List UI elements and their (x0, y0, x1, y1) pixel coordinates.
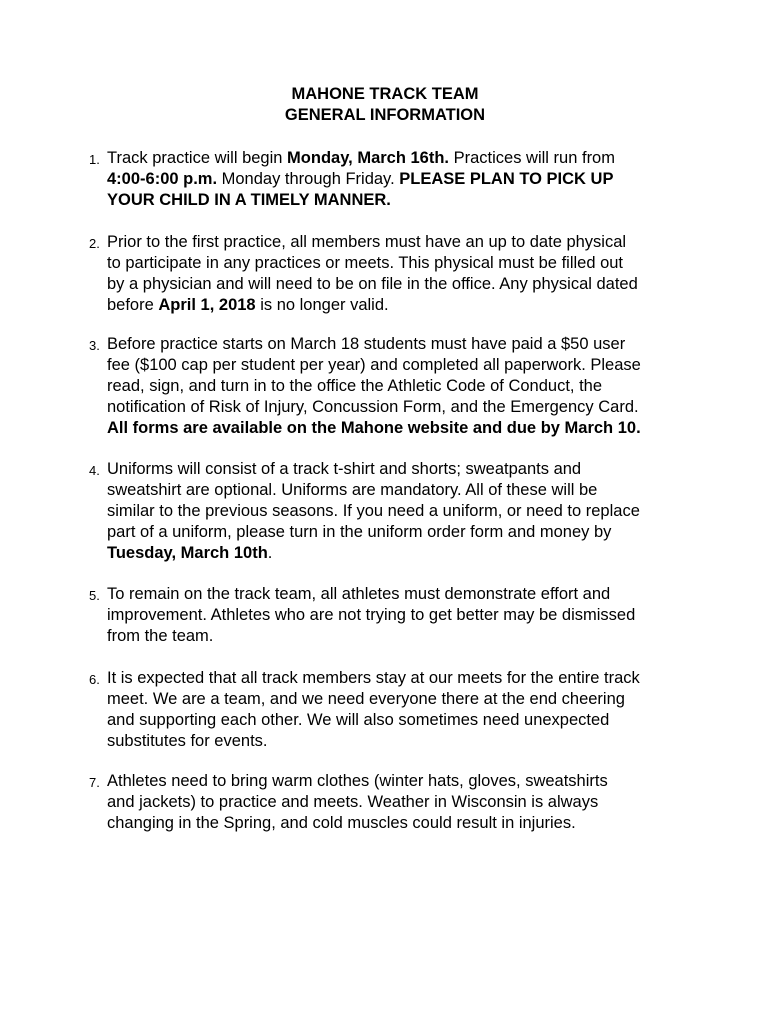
document-title: MAHONE TRACK TEAM (291, 85, 479, 103)
item-line: YOUR CHILD IN A TIMELY MANNER. (107, 191, 391, 209)
item-line: Tuesday, March 10th. (107, 544, 273, 562)
list-item (89, 584, 707, 647)
item-line: notification of Risk of Injury, Concussion Form, and the Emergency Card. (107, 398, 639, 416)
item-line: It is expected that all track members stay at our meets for the entire track (107, 669, 640, 687)
document-subtitle: GENERAL INFORMATION (284, 106, 486, 124)
item-line: and jackets) to practice and meets. Weather in Wisconsin is always (107, 793, 599, 811)
list-item (89, 148, 707, 211)
list-item (89, 668, 707, 752)
item-line: meet. We are a team, and we need everyone there at the end cheering (107, 690, 625, 708)
item-number: 4. (89, 463, 100, 478)
item-line: Prior to the first practice, all members must have an up to date physical (107, 233, 627, 251)
item-number: 7. (89, 775, 100, 790)
item-number: 6. (89, 672, 100, 687)
item-number: 2. (89, 236, 100, 251)
item-line: 4:00-6:00 p.m. Monday through Friday. PLEASE PLAN TO PICK UP (107, 170, 614, 188)
item-line: similar to the previous seasons. If you need a uniform, or need to replace (107, 502, 640, 520)
item-line: and supporting each other. We will also sometimes need unexpected (107, 711, 610, 729)
item-line: Uniforms will consist of a track t-shirt and shorts; sweatpants and (107, 460, 582, 478)
item-line: changing in the Spring, and cold muscles could result in injuries. (107, 814, 576, 832)
item-line: Track practice will begin Monday, March 16th. Practices will run from (107, 149, 615, 167)
item-line: sweatshirt are optional. Uniforms are mandatory. All of these will be (107, 481, 598, 499)
item-line: from the team. (107, 627, 214, 645)
item-line: read, sign, and turn in to the office the Athletic Code of Conduct, the (107, 377, 603, 395)
item-number: 1. (89, 152, 100, 167)
item-line: to participate in any practices or meets. This physical must be filled out (107, 254, 624, 272)
item-line: Athletes need to bring warm clothes (winter hats, gloves, sweatshirts (107, 772, 608, 790)
item-line: by a physician and will need to be on file in the office. Any physical dated (107, 275, 638, 293)
item-line: improvement. Athletes who are not trying to get better may be dismissed (107, 606, 636, 624)
list-item (89, 459, 707, 564)
item-line: before April 1, 2018 is no longer valid. (107, 296, 389, 314)
item-number: 3. (89, 338, 100, 353)
list-item (89, 232, 707, 316)
item-line: part of a uniform, please turn in the uniform order form and money by (107, 523, 612, 541)
item-line: Before practice starts on March 18 students must have paid a $50 user (107, 335, 626, 353)
list-item (89, 334, 707, 439)
list-item (89, 771, 707, 834)
item-line: To remain on the track team, all athletes must demonstrate effort and (107, 585, 611, 603)
item-line: All forms are available on the Mahone website and due by March 10. (107, 419, 641, 437)
item-line: substitutes for events. (107, 732, 268, 750)
item-number: 5. (89, 588, 100, 603)
item-line: fee ($100 cap per student per year) and completed all paperwork. Please (107, 356, 641, 374)
